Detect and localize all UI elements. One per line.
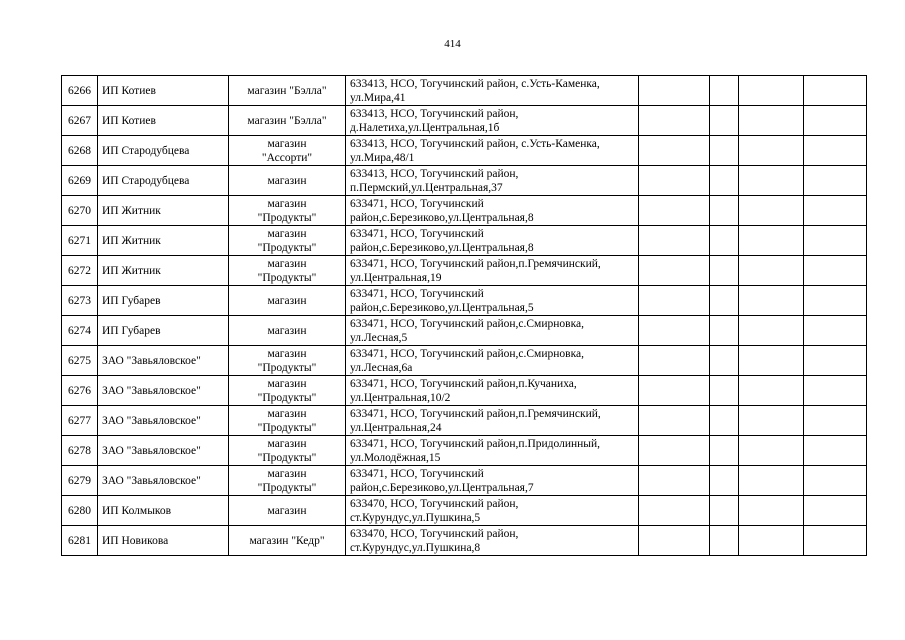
address-line: ул.Мира,48/1 [350,151,415,164]
row-number-cell: 6269 [62,166,98,196]
address-line: ул.Лесная,5 [350,331,408,344]
empty-cell [739,226,804,256]
empty-cell [710,286,739,316]
address-cell [346,466,639,496]
owner-cell: ИП Стародубцева [98,136,229,166]
address-line: п.Пермский,ул.Центральная,37 [350,181,503,194]
table-row [62,226,867,256]
address-line: д.Налетиха,ул.Центральная,1б [350,121,500,134]
owner-cell: ЗАО "Завьяловское" [98,346,229,376]
address-cell [346,436,639,466]
empty-cell [739,496,804,526]
table-row [62,316,867,346]
store-type-line: магазин [267,197,307,210]
address-line: район,с.Березиково,ул.Центральная,8 [350,241,534,254]
table-row [62,436,867,466]
owner-cell: ИП Стародубцева [98,166,229,196]
address-cell [346,286,639,316]
address-cell [346,106,639,136]
owner-cell: ЗАО "Завьяловское" [98,466,229,496]
empty-cell [639,406,710,436]
address-cell [346,196,639,226]
address-cell [346,76,639,106]
address-cell [346,346,639,376]
empty-cell [804,466,867,496]
store-type-cell [229,376,346,406]
store-type-line: магазин [267,377,307,390]
address-cell [346,166,639,196]
address-line: ст.Курундус,ул.Пушкина,8 [350,541,481,554]
empty-cell [639,376,710,406]
store-type-line: магазин [267,437,307,450]
empty-cell [739,286,804,316]
table-row [62,466,867,496]
row-number-cell: 6279 [62,466,98,496]
empty-cell [710,76,739,106]
empty-cell [739,166,804,196]
empty-cell [804,286,867,316]
empty-cell [804,196,867,226]
row-number-cell: 6274 [62,316,98,346]
empty-cell [710,226,739,256]
empty-cell [739,346,804,376]
store-type-line: "Продукты" [257,391,317,404]
empty-cell [639,136,710,166]
empty-cell [710,496,739,526]
store-type-line: "Продукты" [257,211,317,224]
store-type-cell [229,316,346,346]
store-type-line: магазин "Бэлла" [247,84,327,97]
table-row [62,406,867,436]
row-number-cell: 6271 [62,226,98,256]
store-type-cell [229,286,346,316]
empty-cell [710,256,739,286]
empty-cell [804,76,867,106]
store-type-cell [229,526,346,556]
empty-cell [639,286,710,316]
address-line: 633471, НСО, Тогучинский район,п.Кучаниха, [350,377,577,390]
address-line: ул.Центральная,10/2 [350,391,451,404]
empty-cell [804,316,867,346]
row-number-cell: 6266 [62,76,98,106]
address-line: 633413, НСО, Тогучинский район, с.Усть-Каменка, [350,77,600,90]
address-line: ул.Лесная,6а [350,361,413,374]
address-line: 633413, НСО, Тогучинский район, [350,167,519,180]
address-cell [346,406,639,436]
store-type-cell [229,346,346,376]
row-number-cell: 6275 [62,346,98,376]
empty-cell [710,166,739,196]
store-type-line: "Продукты" [257,361,317,374]
owner-cell: ИП Котиев [98,106,229,136]
table-row [62,376,867,406]
empty-cell [710,436,739,466]
store-type-line: "Продукты" [257,481,317,494]
store-type-cell [229,136,346,166]
store-type-line: "Продукты" [257,421,317,434]
empty-cell [710,346,739,376]
store-type-line: "Ассорти" [261,151,313,164]
empty-cell [639,256,710,286]
row-number-cell: 6276 [62,376,98,406]
store-type-line: "Продукты" [257,241,317,254]
page-number: 414 [444,38,461,50]
owner-cell: ИП Колмыков [98,496,229,526]
address-line: 633471, НСО, Тогучинский район,с.Смирновка, [350,317,584,330]
empty-cell [739,466,804,496]
address-line: 633413, НСО, Тогучинский район, [350,107,519,120]
row-number-cell: 6267 [62,106,98,136]
store-type-cell [229,196,346,226]
store-type-cell [229,76,346,106]
address-line: 633471, НСО, Тогучинский район,п.Придолинный, [350,437,601,450]
empty-cell [804,526,867,556]
empty-cell [804,376,867,406]
address-line: 633471, НСО, Тогучинский район,п.Гремячинский, [350,257,601,270]
store-type-cell [229,166,346,196]
store-type-cell [229,466,346,496]
store-type-line: магазин [267,324,307,337]
address-cell [346,316,639,346]
empty-cell [710,316,739,346]
address-line: 633471, НСО, Тогучинский [350,227,484,240]
empty-cell [739,376,804,406]
table-row [62,526,867,556]
table-row [62,256,867,286]
row-number-cell: 6273 [62,286,98,316]
store-type-cell [229,406,346,436]
address-line: район,с.Березиково,ул.Центральная,8 [350,211,534,224]
store-type-line: "Продукты" [257,451,317,464]
address-line: 633471, НСО, Тогучинский [350,467,484,480]
store-type-line: магазин [267,257,307,270]
empty-cell [739,196,804,226]
store-type-line: магазин [267,174,307,187]
address-cell [346,256,639,286]
address-line: 633470, НСО, Тогучинский район, [350,497,519,510]
empty-cell [739,316,804,346]
empty-cell [639,466,710,496]
empty-cell [804,106,867,136]
table-row [62,166,867,196]
empty-cell [739,526,804,556]
table-row [62,136,867,166]
empty-cell [639,106,710,136]
store-type-line: магазин "Кедр" [249,534,325,547]
empty-cell [639,496,710,526]
address-line: 633471, НСО, Тогучинский [350,287,484,300]
row-number-cell: 6270 [62,196,98,226]
owner-cell: ЗАО "Завьяловское" [98,376,229,406]
empty-cell [710,406,739,436]
empty-cell [639,526,710,556]
address-line: 633470, НСО, Тогучинский район, [350,527,519,540]
empty-cell [804,136,867,166]
empty-cell [710,466,739,496]
owner-cell: ИП Новикова [98,526,229,556]
store-type-line: магазин "Бэлла" [247,114,327,127]
row-number-cell: 6272 [62,256,98,286]
empty-cell [739,436,804,466]
table-row [62,76,867,106]
empty-cell [804,256,867,286]
owner-cell: ИП Житник [98,196,229,226]
address-cell [346,526,639,556]
registry-table [61,75,867,556]
owner-cell: ИП Котиев [98,76,229,106]
address-line: район,с.Березиково,ул.Центральная,5 [350,301,534,314]
store-type-line: "Продукты" [257,271,317,284]
row-number-cell: 6278 [62,436,98,466]
empty-cell [804,406,867,436]
address-cell [346,496,639,526]
table-row [62,496,867,526]
store-type-cell [229,106,346,136]
empty-cell [804,436,867,466]
address-line: ул.Центральная,24 [350,421,442,434]
table-row [62,196,867,226]
owner-cell: ЗАО "Завьяловское" [98,406,229,436]
store-type-line: магазин [267,137,307,150]
row-number-cell: 6281 [62,526,98,556]
store-type-cell [229,496,346,526]
empty-cell [739,256,804,286]
empty-cell [639,316,710,346]
store-type-line: магазин [267,294,307,307]
address-line: ул.Центральная,19 [350,271,442,284]
empty-cell [639,196,710,226]
address-cell [346,136,639,166]
address-line: 633471, НСО, Тогучинский район,п.Гремячинский, [350,407,601,420]
store-type-line: магазин [267,347,307,360]
store-type-line: магазин [267,504,307,517]
address-line: ул.Мира,41 [350,91,406,104]
empty-cell [710,196,739,226]
empty-cell [639,346,710,376]
empty-cell [710,136,739,166]
empty-cell [639,166,710,196]
store-type-cell [229,226,346,256]
empty-cell [639,436,710,466]
empty-cell [710,376,739,406]
empty-cell [804,346,867,376]
address-line: ул.Молодёжная,15 [350,451,441,464]
table-row [62,106,867,136]
empty-cell [739,76,804,106]
row-number-cell: 6268 [62,136,98,166]
owner-cell: ЗАО "Завьяловское" [98,436,229,466]
table-row [62,286,867,316]
owner-cell: ИП Губарев [98,286,229,316]
owner-cell: ИП Губарев [98,316,229,346]
empty-cell [710,106,739,136]
empty-cell [804,166,867,196]
store-type-line: магазин [267,467,307,480]
owner-cell: ИП Житник [98,226,229,256]
registry-table-body [62,76,867,556]
row-number-cell: 6277 [62,406,98,436]
table-row [62,346,867,376]
address-line: 633471, НСО, Тогучинский район,с.Смирновка, [350,347,584,360]
empty-cell [739,106,804,136]
row-number-cell: 6280 [62,496,98,526]
store-type-cell [229,256,346,286]
store-type-line: магазин [267,227,307,240]
owner-cell: ИП Житник [98,256,229,286]
address-line: 633471, НСО, Тогучинский [350,197,484,210]
empty-cell [710,526,739,556]
store-type-line: магазин [267,407,307,420]
address-cell [346,376,639,406]
address-line: район,с.Березиково,ул.Центральная,7 [350,481,534,494]
store-type-cell [229,436,346,466]
empty-cell [804,226,867,256]
empty-cell [739,136,804,166]
address-line: ст.Курундус,ул.Пушкина,5 [350,511,481,524]
empty-cell [739,406,804,436]
address-cell [346,226,639,256]
empty-cell [639,226,710,256]
empty-cell [639,76,710,106]
empty-cell [804,496,867,526]
address-line: 633413, НСО, Тогучинский район, с.Усть-Каменка, [350,137,600,150]
